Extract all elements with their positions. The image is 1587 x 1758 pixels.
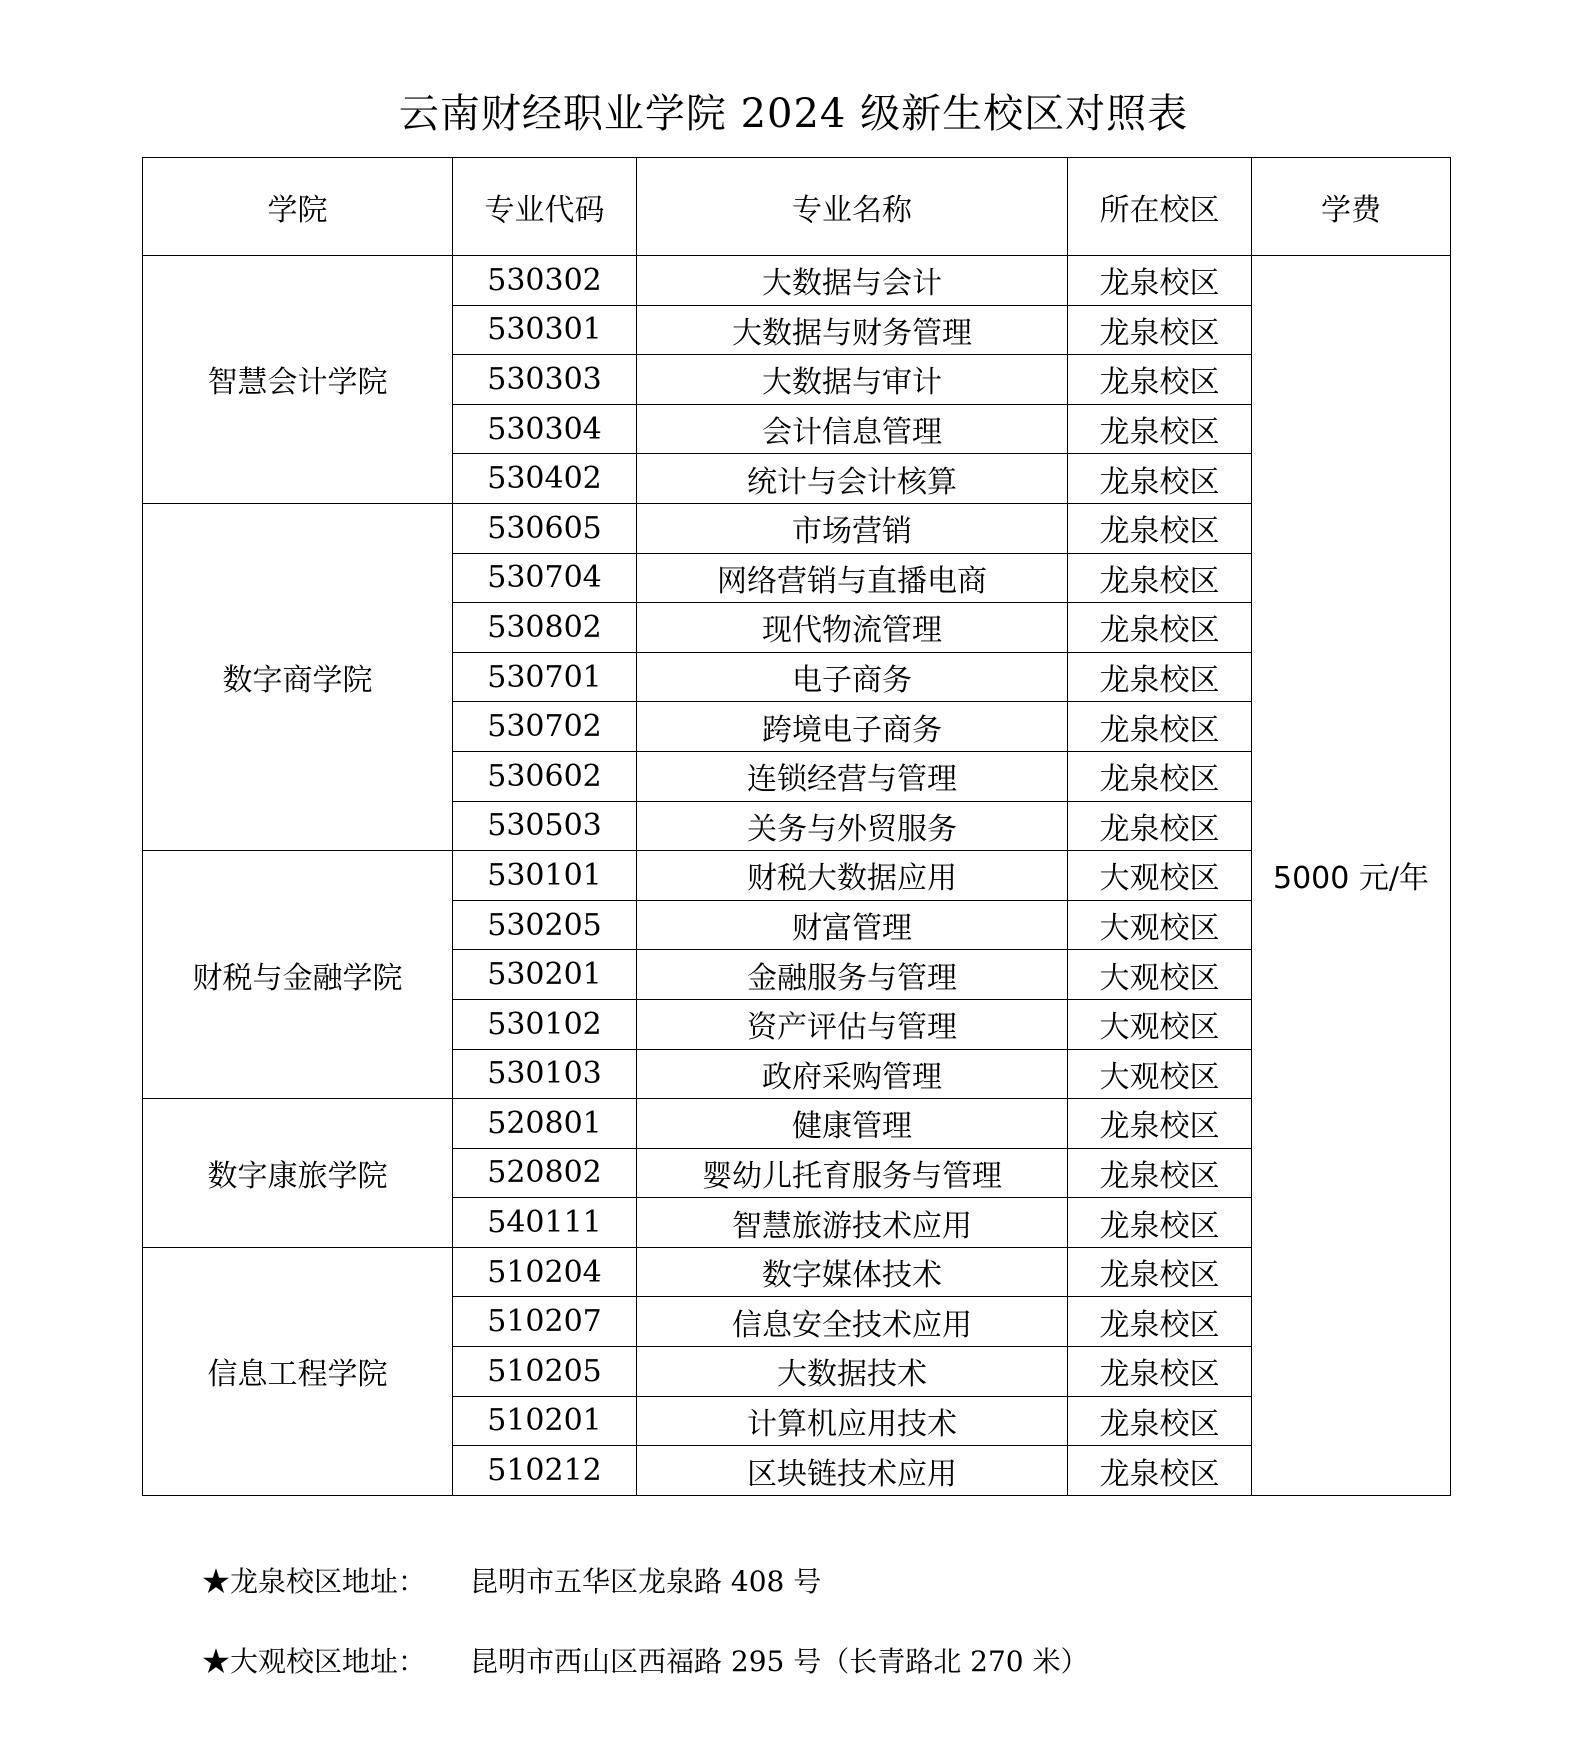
campus-name: 大观校区 <box>1068 950 1252 1000</box>
address-label: ★大观校区地址： <box>202 1645 427 1678</box>
table-body <box>143 256 1451 1496</box>
campus-name: 大观校区 <box>1068 851 1252 901</box>
major-code: 530704 <box>453 553 637 603</box>
header-major-code: 专业代码 <box>453 158 637 256</box>
college-name: 信息工程学院 <box>143 1247 453 1495</box>
tuition-fee <box>1252 256 1451 1496</box>
major-name: 财税大数据应用 <box>637 851 1068 901</box>
campus-name: 龙泉校区 <box>1068 355 1252 405</box>
address-value: 昆明市西山区西福路 295 号（长青路北 270 米） <box>470 1645 1089 1678</box>
campus-name: 龙泉校区 <box>1068 652 1252 702</box>
major-name: 大数据与审计 <box>637 355 1068 405</box>
campus-name: 大观校区 <box>1068 999 1252 1049</box>
header-fee: 学费 <box>1252 158 1451 256</box>
major-code: 520802 <box>453 1148 637 1198</box>
major-code: 510205 <box>453 1347 637 1397</box>
major-code: 510207 <box>453 1297 637 1347</box>
major-name: 跨境电子商务 <box>637 702 1068 752</box>
major-code: 530301 <box>453 305 637 355</box>
major-code: 530101 <box>453 851 637 901</box>
major-name: 资产评估与管理 <box>637 999 1068 1049</box>
campus-name: 龙泉校区 <box>1068 801 1252 851</box>
major-code: 530205 <box>453 900 637 950</box>
campus-name: 龙泉校区 <box>1068 702 1252 752</box>
major-code: 510212 <box>453 1446 637 1496</box>
campus-name: 龙泉校区 <box>1068 1148 1252 1198</box>
major-name: 统计与会计核算 <box>637 454 1068 504</box>
header-major-name: 专业名称 <box>637 158 1068 256</box>
major-code: 510201 <box>453 1396 637 1446</box>
campus-name: 龙泉校区 <box>1068 1099 1252 1149</box>
major-name: 大数据技术 <box>637 1347 1068 1397</box>
major-name: 现代物流管理 <box>637 603 1068 653</box>
campus-name: 龙泉校区 <box>1068 603 1252 653</box>
campus-name: 大观校区 <box>1068 1049 1252 1099</box>
header-campus: 所在校区 <box>1068 158 1252 256</box>
table-row <box>143 256 1451 306</box>
major-code: 530103 <box>453 1049 637 1099</box>
major-name: 大数据与财务管理 <box>637 305 1068 355</box>
campus-name: 龙泉校区 <box>1068 1297 1252 1347</box>
major-code: 530201 <box>453 950 637 1000</box>
major-code: 530702 <box>453 702 637 752</box>
major-name: 网络营销与直播电商 <box>637 553 1068 603</box>
major-name: 会计信息管理 <box>637 404 1068 454</box>
campus-name: 龙泉校区 <box>1068 454 1252 504</box>
page-title: 云南财经职业学院 2024 级新生校区对照表 <box>398 91 1189 137</box>
address-longquan <box>202 1562 821 1602</box>
major-code: 530303 <box>453 355 637 405</box>
address-label: ★龙泉校区地址： <box>202 1565 427 1598</box>
major-name: 连锁经营与管理 <box>637 751 1068 801</box>
major-code: 530402 <box>453 454 637 504</box>
major-code: 530605 <box>453 503 637 553</box>
campus-table <box>142 157 1451 1496</box>
fee-amount: 5000 <box>1272 861 1350 897</box>
major-code: 540111 <box>453 1198 637 1248</box>
college-name: 数字商学院 <box>143 503 453 850</box>
major-name: 计算机应用技术 <box>637 1396 1068 1446</box>
major-code: 530701 <box>453 652 637 702</box>
table-header-row <box>143 158 1451 256</box>
fee-unit: 元/年 <box>1358 861 1429 897</box>
college-name: 财税与金融学院 <box>143 851 453 1099</box>
address-value: 昆明市五华区龙泉路 408 号 <box>470 1565 822 1598</box>
major-code: 520801 <box>453 1099 637 1149</box>
major-name: 健康管理 <box>637 1099 1068 1149</box>
campus-name: 龙泉校区 <box>1068 553 1252 603</box>
major-name: 财富管理 <box>637 900 1068 950</box>
major-name: 关务与外贸服务 <box>637 801 1068 851</box>
major-name: 市场营销 <box>637 503 1068 553</box>
major-name: 区块链技术应用 <box>637 1446 1068 1496</box>
major-code: 530503 <box>453 801 637 851</box>
college-name: 智慧会计学院 <box>143 256 453 504</box>
college-name: 数字康旅学院 <box>143 1099 453 1248</box>
campus-name: 龙泉校区 <box>1068 1347 1252 1397</box>
major-code: 530802 <box>453 603 637 653</box>
major-code: 530304 <box>453 404 637 454</box>
campus-name: 大观校区 <box>1068 900 1252 950</box>
campus-name: 龙泉校区 <box>1068 1446 1252 1496</box>
major-name: 政府采购管理 <box>637 1049 1068 1099</box>
campus-name: 龙泉校区 <box>1068 1198 1252 1248</box>
campus-name: 龙泉校区 <box>1068 1396 1252 1446</box>
campus-name: 龙泉校区 <box>1068 256 1252 306</box>
major-name: 金融服务与管理 <box>637 950 1068 1000</box>
major-name: 婴幼儿托育服务与管理 <box>637 1148 1068 1198</box>
major-code: 510204 <box>453 1247 637 1297</box>
major-code: 530102 <box>453 999 637 1049</box>
major-name: 信息安全技术应用 <box>637 1297 1068 1347</box>
campus-name: 龙泉校区 <box>1068 1247 1252 1297</box>
campus-name: 龙泉校区 <box>1068 503 1252 553</box>
major-code: 530602 <box>453 751 637 801</box>
campus-name: 龙泉校区 <box>1068 751 1252 801</box>
major-name: 数字媒体技术 <box>637 1247 1068 1297</box>
address-daguan <box>202 1642 1089 1682</box>
major-name: 智慧旅游技术应用 <box>637 1198 1068 1248</box>
major-name: 大数据与会计 <box>637 256 1068 306</box>
major-name: 电子商务 <box>637 652 1068 702</box>
campus-name: 龙泉校区 <box>1068 404 1252 454</box>
campus-name: 龙泉校区 <box>1068 305 1252 355</box>
major-code: 530302 <box>453 256 637 306</box>
header-college: 学院 <box>143 158 453 256</box>
